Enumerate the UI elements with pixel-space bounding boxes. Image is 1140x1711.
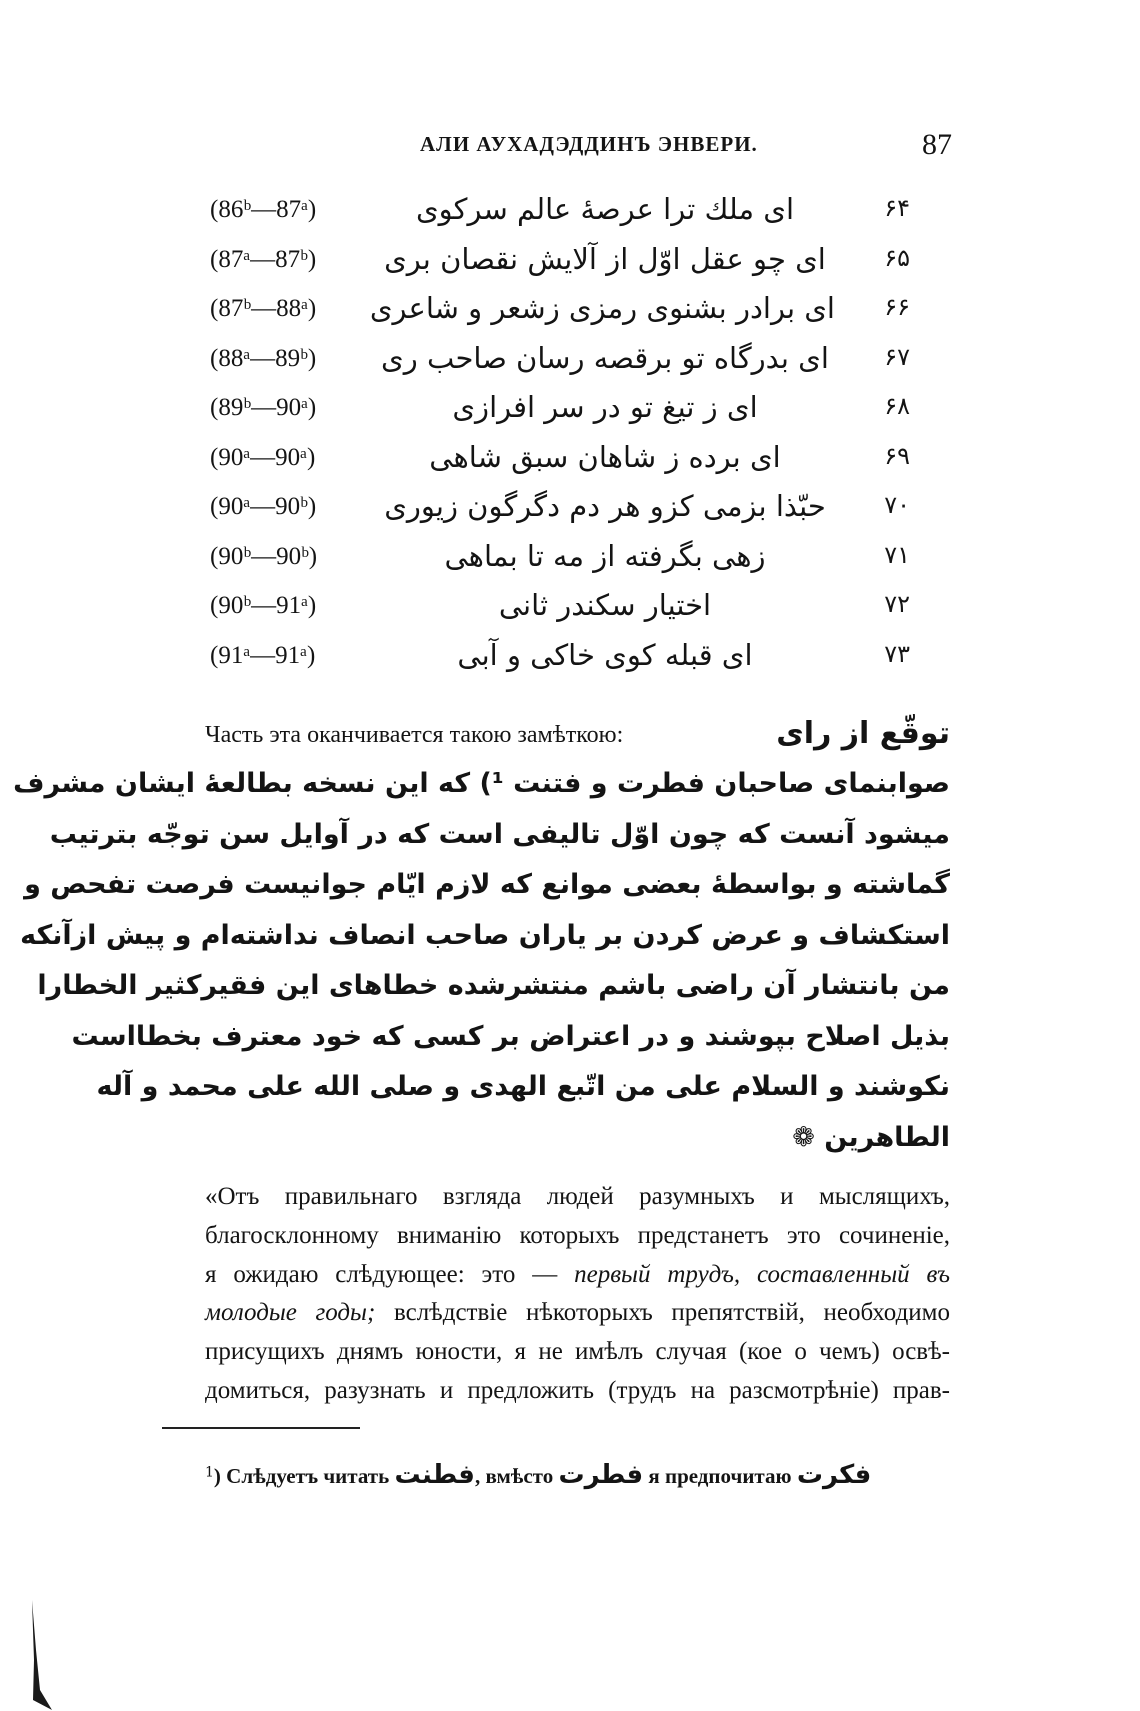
footnote-word: فکرت: [796, 1460, 872, 1490]
translation-text: вслѣдствіе нѣкоторыхъ препятствій, необходимо: [375, 1299, 950, 1327]
scan-edge-mark: [30, 1600, 56, 1710]
folio-range: (90ᵇ—90ᵇ): [210, 542, 318, 570]
poem-incipit: اختیار سکندر ثانی: [498, 588, 712, 622]
poem-row: [210, 289, 910, 339]
folio-range: (88ᵃ—89ᵇ): [210, 344, 317, 372]
poem-number: ۶۴: [884, 194, 910, 222]
poem-incipit: حبّذا بزمی کزو هر دم دگرگون زیوری: [384, 489, 826, 523]
persian-text-start: توقّع از رای: [776, 716, 950, 751]
folio-range: (90ᵃ—90ᵃ): [210, 443, 316, 471]
footnote: [205, 1460, 950, 1490]
poem-number: ۷۱: [884, 540, 910, 569]
poem-incipit: ای قبله کوی خاکی و آبی: [457, 637, 753, 672]
poem-number: ۷۰: [884, 491, 910, 519]
folio-range: (89ᵇ—90ᵃ): [210, 394, 317, 421]
folio-range: (87ᵇ—88ᵃ): [210, 295, 317, 322]
persian-line: میشود آنست که چون اوّل تالیفی است که در آوایل سن توجّه بترتیب: [49, 818, 950, 850]
persian-line: بذیل اصلاح بپوشند و در اعتراض بر کسی که خود معترف بخطااست: [71, 1020, 950, 1052]
footnote-text: я предпочитаю: [643, 1464, 797, 1488]
poem-row: [210, 537, 910, 587]
translation-text: домиться, разузнать и предложить (трудъ на разсмотрѣніе) прав-: [205, 1376, 950, 1404]
persian-line: نکوشند و السلام علی من اتّبع الهدی و صلی الله علی محمد و آله: [96, 1071, 950, 1102]
translation-text: «Отъ правильнаго взгляда людей разумныхъ и мыслящихъ,: [205, 1183, 950, 1210]
footnote-word: فطنت: [394, 1460, 475, 1490]
poem-incipit: زهی بگرفته از مه تا بماهی: [444, 538, 766, 573]
persian-line: من بانتشار آن راضی باشم منتشرشده خطاهای این فقیرکثیر الخطارا: [37, 970, 950, 1001]
persian-line: استکشاف و عرض کردن بر یاران صاحب انصاف نداشته‌ام و پیش ازآنکه: [20, 919, 950, 951]
footnote-text: , вмѣсто: [474, 1464, 559, 1488]
translation-line: [205, 1299, 950, 1338]
poem-number: ۶۹: [884, 441, 910, 470]
translation-emphasis: первый трудъ, составленный въ: [574, 1260, 951, 1288]
page-number: 87: [922, 128, 952, 161]
poem-row: [210, 636, 910, 686]
persian-line: صوابنمای صاحبان فطرت و فتنت ¹) که این نسخه بطالعهٔ ایشان مشرف: [13, 768, 950, 799]
running-head: АЛИ АУХАДЭДДИНЪ ЭНВЕРИ.: [420, 132, 758, 156]
poem-row: [210, 438, 910, 488]
folio-range: (90ᵇ—91ᵃ): [210, 592, 317, 619]
poem-number: ۶۸: [884, 392, 910, 420]
poem-row: [210, 388, 910, 438]
folio-range: (91ᵃ—91ᵃ): [210, 641, 316, 669]
footnote-text: ) Слѣдуетъ читать: [213, 1464, 395, 1488]
footnote-marker: 1: [205, 1464, 214, 1481]
persian-line: گماشته و بواسطهٔ بعضی موانع که لازم ایّام جوانیست فرصت تفحص و: [24, 869, 950, 900]
translation-line: [205, 1222, 950, 1261]
russian-translation: [205, 1183, 950, 1416]
translation-text: я ожидаю слѣдующее: это —: [205, 1260, 575, 1288]
poem-incipit: ای چو عقل اوّل از آلایش نقصان بری: [384, 241, 826, 276]
translation-emphasis: молодые годы;: [205, 1299, 376, 1327]
poem-row: [210, 190, 910, 240]
poem-list: [210, 190, 910, 685]
poem-incipit: ای برده ز شاهان سبق شاهی: [429, 439, 781, 474]
folio-range: (90ᵃ—90ᵇ): [210, 493, 317, 520]
footnote-word: فطرت: [558, 1460, 644, 1490]
poem-number: ۶۵: [884, 243, 910, 272]
poem-incipit: ای ز تیغ تو در سر افرازی: [452, 390, 758, 424]
intro-text: Часть эта оканчивается такою замѣткою:: [205, 722, 624, 748]
poem-incipit: ای برادر بشنوی رمزی زشعر و شاعری: [369, 291, 835, 325]
poem-row: [210, 487, 910, 537]
folio-range: (86ᵇ—87ᵃ): [210, 196, 317, 223]
translation-line: [205, 1183, 950, 1222]
footnote-rule: [162, 1427, 360, 1429]
poem-number: ۶۷: [884, 342, 910, 371]
poem-incipit: ای بدرگاه تو برقصه رسان صاحب ری: [381, 340, 829, 375]
translation-line: [205, 1338, 950, 1377]
poem-number: ۷۲: [884, 590, 910, 618]
poem-number: ۶۶: [884, 293, 910, 321]
poem-row: [210, 586, 910, 636]
poem-number: ۷۳: [884, 639, 910, 668]
translation-line: [205, 1377, 950, 1416]
folio-range: (87ᵃ—87ᵇ): [210, 245, 317, 273]
persian-line: الطاهرین ❁: [792, 1121, 950, 1153]
translation-text: благосклонному вниманію которыхъ предстанетъ это сочиненіе,: [205, 1221, 950, 1249]
poem-incipit: ای ملك ترا عرصهٔ عالم سرکوی: [415, 192, 795, 226]
intro-line: [205, 716, 950, 768]
poem-row: [210, 240, 910, 290]
translation-line: [205, 1261, 950, 1300]
translation-text: присущихъ днямъ юности, я не имѣлъ случая (кое о чемъ) освѣ-: [205, 1338, 950, 1366]
persian-paragraph: [13, 768, 950, 1172]
poem-row: [210, 339, 910, 389]
